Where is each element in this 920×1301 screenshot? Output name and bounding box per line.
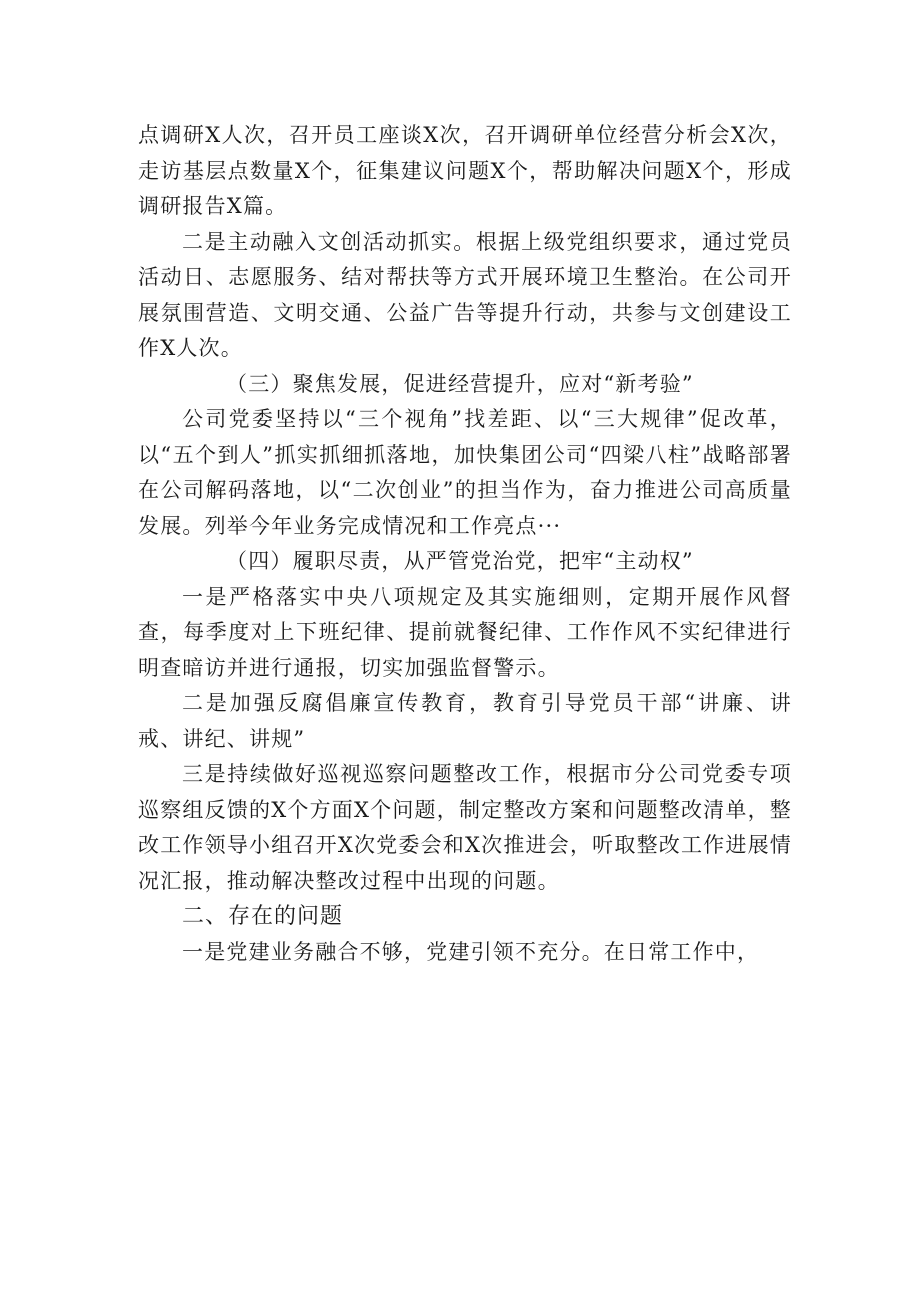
- paragraph-inspection-rectification: 三是持续做好巡视巡察问题整改工作，根据市分公司党委专项巡察组反馈的X个方面X个问题，制定整改方案和问题整改清单，整改工作领导小组召开X次党委会和X次推进会，听取整改工作进展情况汇报，推动解决整改过程中出现的问题。: [138, 762, 792, 893]
- paragraph-problem-one: 一是党建业务融合不够，党建引领不充分。在日常工作中，: [182, 940, 760, 964]
- subheading-strict-governance: （四）履职尽责，从严管党治党，把牢“主动权”: [226, 549, 694, 573]
- paragraph-anti-corruption: 二是加强反腐倡廉宣传教育，教育引导党员干部“讲廉、讲戒、讲纪、讲规”: [138, 691, 792, 751]
- section-heading-existing-problems: 二、存在的问题: [182, 904, 344, 929]
- document-page: [138, 118, 792, 971]
- paragraph-party-committee: 公司党委坚持以“三个视角”找差距、以“三大规律”促改革，以“五个到人”抓实抓细抓落地，加快集团公司“四梁八柱”战略部署在公司解码落地，以“二次创业”的担当作为，奋力推进公司高质量发展。列举今年业务完成情况和工作亮点···: [138, 407, 792, 538]
- paragraph-research-continuation: 点调研X人次，召开员工座谈X次，召开调研单位经营分析会X次，走访基层点数量X个，征集建议问题X个，帮助解决问题X个，形成调研报告X篇。: [138, 123, 792, 218]
- paragraph-cultural-activities: 二是主动融入文创活动抓实。根据上级党组织要求，通过党员活动日、志愿服务、结对帮扶等方式开展环境卫生整治。在公司开展氛围营造、文明交通、公益广告等提升行动，共参与文创建设工作X人次。: [138, 229, 792, 360]
- subheading-focus-development: （三）聚焦发展，促进经营提升，应对“新考验”: [226, 371, 694, 396]
- paragraph-eight-regulations: 一是严格落实中央八项规定及其实施细则，定期开展作风督查，每季度对上下班纪律、提前就餐纪律、工作作风不实纪律进行明查暗访并进行通报，切实加强监督警示。: [138, 584, 792, 680]
